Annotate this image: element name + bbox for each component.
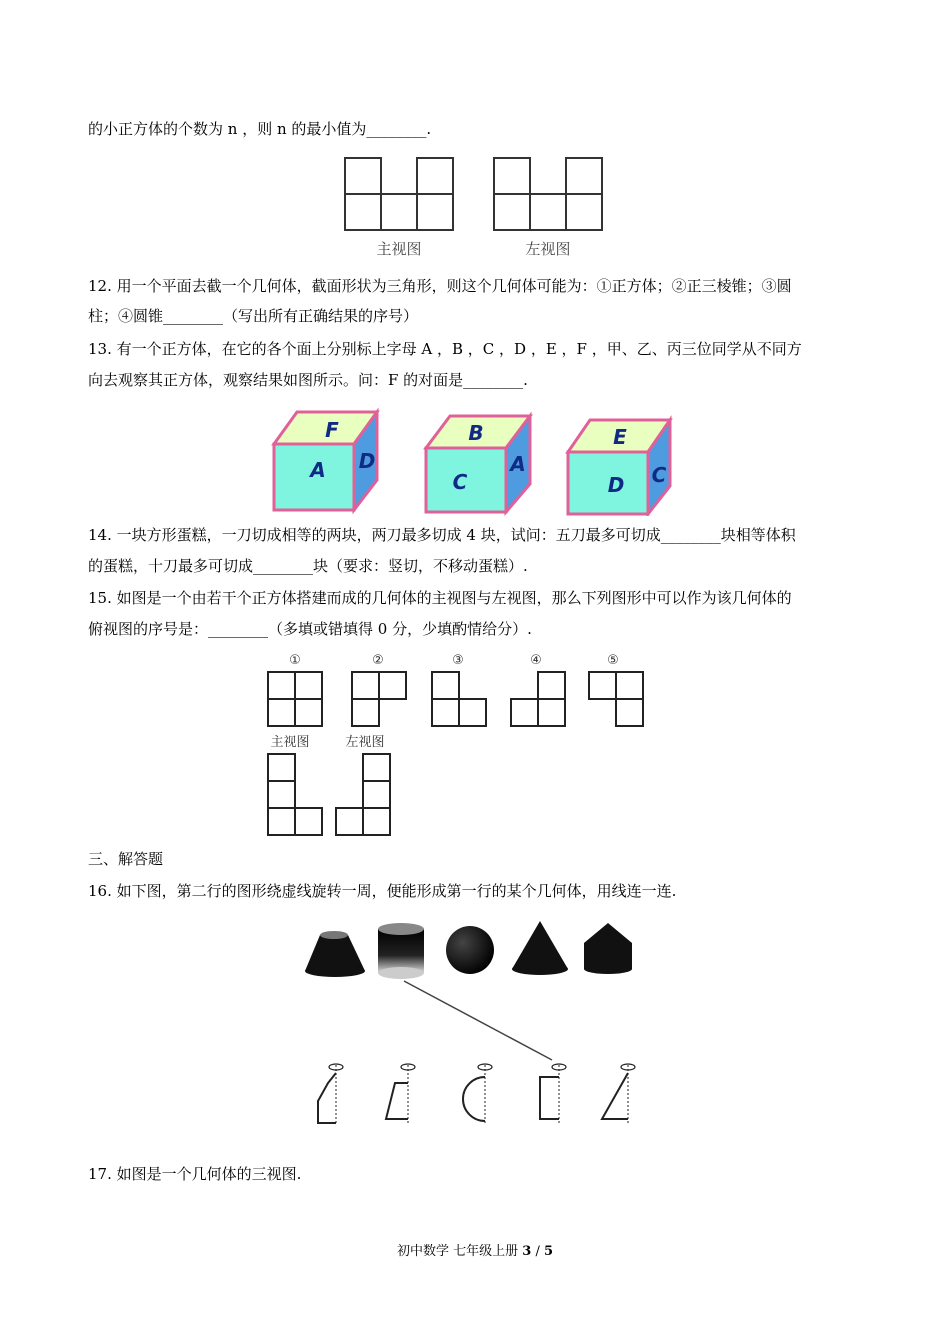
- cube-3-side-letter: C: [651, 463, 667, 487]
- footer-page-number: 3: [522, 1244, 532, 1259]
- option-3-shape: [432, 672, 486, 726]
- q11-front-label: 主视图: [376, 240, 422, 258]
- q12-line1: 12. 用一个平面去截一个几何体，截面形状为三角形，则这个几何体可能为：①正方体；②正三棱锥；③圆: [88, 277, 792, 295]
- cube-1-front-letter: A: [310, 458, 326, 482]
- cone-solid: [512, 921, 568, 975]
- rotation-shape-3: [463, 1064, 492, 1125]
- q15-figure: [260, 650, 660, 840]
- cube-2-side-letter: A: [510, 452, 526, 476]
- q13-line2: 向去观察其正方体，观察结果如图所示。问：F 的对面是________.: [88, 371, 528, 389]
- q15-left-view: [336, 754, 390, 835]
- q17-text: 17. 如图是一个几何体的三视图.: [88, 1165, 302, 1183]
- option-1-label: ①: [289, 653, 301, 668]
- frustum-solid: [305, 931, 365, 977]
- cube-1-top-letter: F: [325, 418, 339, 442]
- section-3-heading: 三、解答题: [88, 850, 164, 868]
- footer-separator: /: [535, 1244, 540, 1259]
- q13-cubes-figure: [260, 406, 690, 516]
- q15-front-view: [268, 754, 322, 835]
- option-1-shape: [268, 672, 322, 726]
- q11-left-view: [494, 158, 602, 230]
- page-footer: [0, 1240, 950, 1259]
- footer-course: 初中数学 七年级上册: [396, 1244, 519, 1259]
- answer-connecting-line: [404, 981, 552, 1060]
- cube-3-top-letter: E: [613, 425, 627, 449]
- q15-line2: 俯视图的序号是：________（多填或错填得 0 分，少填酌情给分）.: [88, 620, 532, 638]
- option-4-label: ④: [530, 653, 542, 668]
- cube-3-front-letter: D: [607, 473, 625, 497]
- q16-text: 16. 如下图，第二行的图形绕虚线旋转一周，便能形成第一行的某个几何体，用线连一连.: [88, 882, 677, 900]
- cube-3: [568, 420, 670, 514]
- q14-line1: 14. 一块方形蛋糕，一刀切成相等的两块，两刀最多切成 4 块，试问：五刀最多可切成________块相等体积: [88, 526, 796, 544]
- q12-line2: 柱；④圆锥________（写出所有正确结果的序号）: [88, 307, 419, 325]
- cube-1-side-letter: D: [358, 449, 376, 473]
- option-3-label: ③: [452, 653, 464, 668]
- rotation-shape-2: [386, 1064, 415, 1125]
- rotation-shape-4: [540, 1064, 566, 1125]
- option-5-label: ⑤: [607, 653, 619, 668]
- q13-line1: 13. 有一个正方体，在它的各个面上分别标上字母 A ，B ，C ，D ，E ，F ，甲、乙、丙三位同学从不同方: [88, 340, 802, 358]
- footer-total-pages: 5: [543, 1244, 554, 1259]
- q15-front-label: 主视图: [270, 735, 310, 750]
- option-2-label: ②: [372, 653, 384, 668]
- option-2-shape: [352, 672, 406, 726]
- rotation-shape-1: [318, 1064, 343, 1125]
- q11-continuation: 的小正方体的个数为 n ，则 n 的最小值为________.: [88, 120, 432, 138]
- rotation-shape-5: [602, 1064, 635, 1125]
- q15-line1: 15. 如图是一个由若干个正方体搭建而成的几何体的主视图与左视图，那么下列图形中可以作为该几何体的: [88, 589, 792, 607]
- cube-2: [426, 416, 530, 512]
- cube-2-top-letter: B: [468, 421, 484, 445]
- cylinder-solid: [378, 923, 424, 979]
- q14-line2: 的蛋糕，十刀最多可切成________块（要求：竖切，不移动蛋糕）.: [88, 557, 528, 575]
- option-4-shape: [511, 672, 565, 726]
- q11-front-view: [345, 158, 453, 230]
- q16-figure: [300, 915, 650, 1130]
- option-5-shape: [589, 672, 643, 726]
- q11-figure: [330, 150, 620, 265]
- q11-left-label: 左视图: [525, 240, 571, 258]
- sphere-solid: [446, 926, 494, 974]
- cube-2-front-letter: C: [452, 470, 468, 494]
- q15-left-label: 左视图: [345, 735, 385, 750]
- capped-cylinder-solid: [584, 923, 632, 974]
- cube-1: [274, 412, 377, 510]
